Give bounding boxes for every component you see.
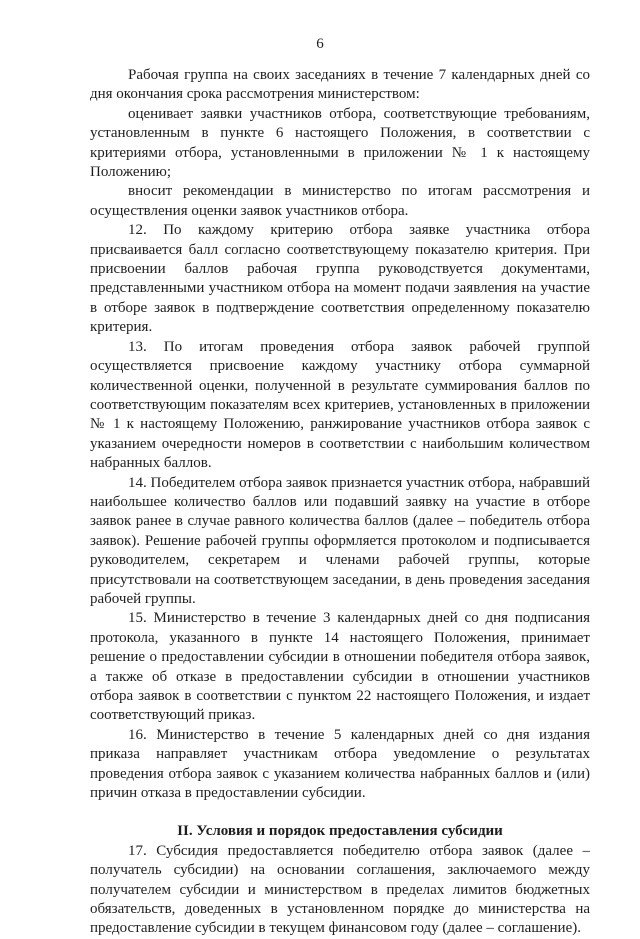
paragraph-14: 14. Победителем отбора заявок признается участник отбора, набравший наибольшее количество баллов или подавший заявку на участие в отборе заявок ранее в случае равного количества баллов (далее – победитель отбора заявок). Решение рабочей группы оформляется протоколом и подписывается руководителем, секретарем и членами рабочей группы, которые присутствовали на соответствующем заседании, в день проведения заседания рабочей группы.	[90, 474, 590, 607]
paragraph: оценивает заявки участников отбора, соответствующие требованиям, установленным в пункте 6 настоящего Положения, в соответствии с критериями отбора, установленными в приложении № 1 к настоящему Положению;	[90, 105, 590, 181]
paragraph-17: 17. Субсидия предоставляется победителю отбора заявок (далее – получатель субсидии) на основании соглашения, заключаемого между получателем субсидии и министерством в пределах лимитов бюджетных обязательств, доведенных в установленном порядке до министерства на предоставление субсидии в текущем финансовом году (далее – соглашение).	[90, 842, 590, 937]
paragraph: вносит рекомендации в министерство по итогам рассмотрения и осуществления оценки заявок участников отбора.	[90, 183, 590, 219]
section-heading: II. Условия и порядок предоставления субсидии	[177, 823, 503, 840]
paragraph-12: 12. По каждому критерию отбора заявке участника отбора присваивается балл согласно соответствующему показателю критерия. При присвоении баллов рабочая группа руководствуется документами, представленными участником отбора на момент подачи заявления на участие в отборе заявок в подтверждение соответствия определенному показателю критерия.	[90, 222, 590, 336]
document-body	[90, 66, 590, 939]
paragraph-16: 16. Министерство в течение 5 календарных дней со дня издания приказа направляет участникам отбора уведомление о результатах проведения отбора заявок с указанием количества набранных баллов и (или) причин отказа в предоставлении субсидии.	[90, 726, 590, 802]
paragraph-13: 13. По итогам проведения отбора заявок рабочей группой осуществляется присвоение каждому участнику отбора суммарной количественной оценки, полученной в результате суммирования баллов по соответствующим показателям всех критериев, установленных в приложении № 1 к настоящему Положению, ранжирование участников отбора заявок с указанием очередности номеров в соответствии с наибольшим количеством набранных баллов.	[90, 338, 590, 472]
paragraph: Рабочая группа на своих заседаниях в течение 7 календарных дней со дня окончания срока рассмотрения министерством:	[90, 67, 590, 103]
page-number: 6	[316, 36, 324, 52]
paragraph-15: 15. Министерство в течение 3 календарных дней со дня подписания протокола, указанного в пункте 14 настоящего Положения, принимает решение о предоставлении субсидии в отношении победителя отбора заявок, а также об отказе в предоставлении субсидии в отношении участников отбора заявок в соответствии с пунктом 22 настоящего Положения, и издает соответствующий приказ.	[90, 610, 590, 724]
